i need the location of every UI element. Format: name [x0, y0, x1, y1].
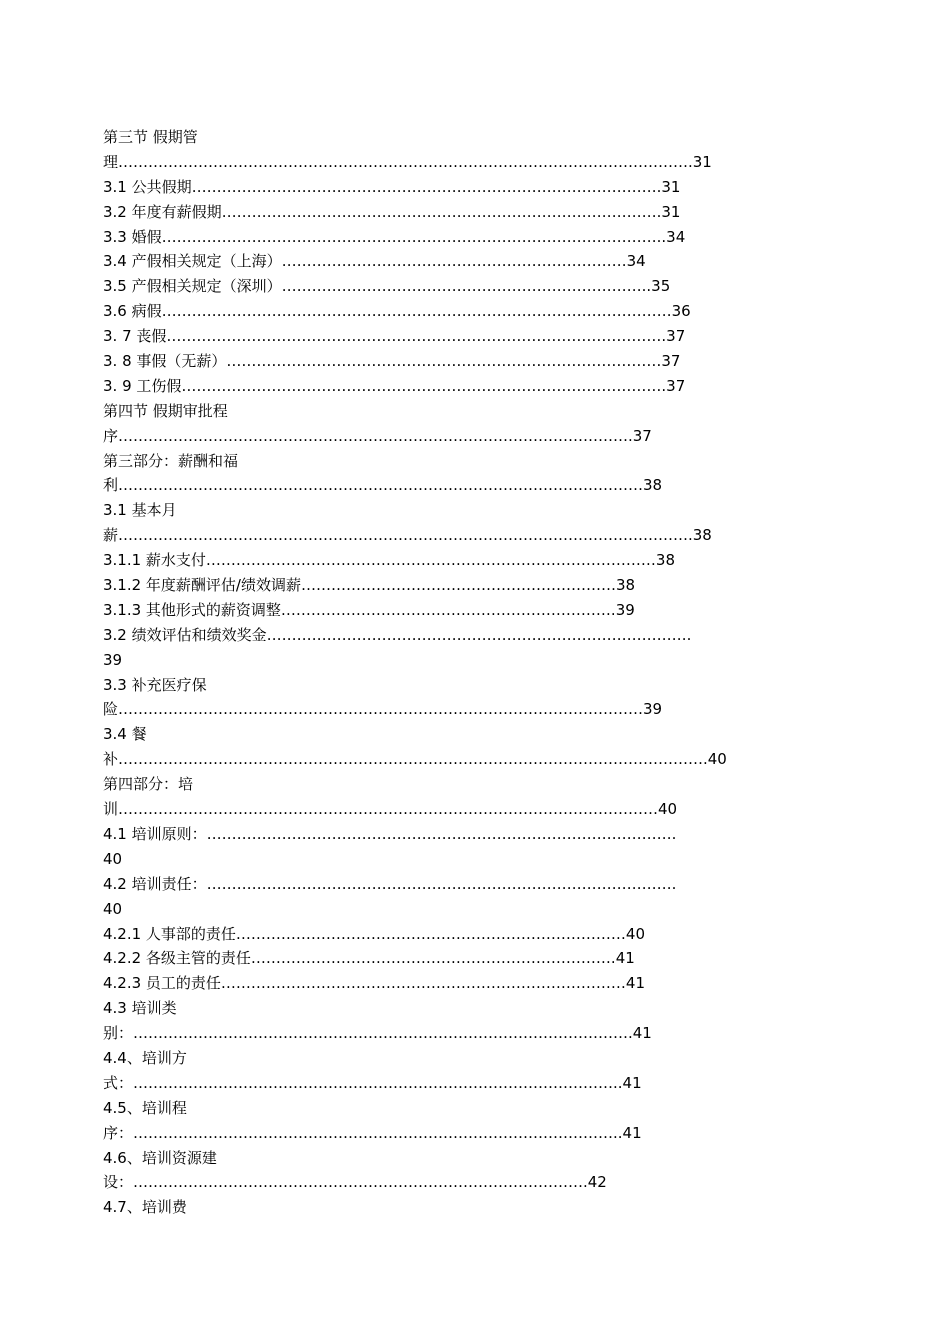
- toc-line: 3.1.1 薪水支付………………………………………………………………………………38: [103, 551, 676, 570]
- toc-line: 3.4 餐: [103, 725, 147, 744]
- toc-line: 39: [103, 650, 123, 669]
- toc-line: 别：……………………………………………………………………………………….41: [103, 1024, 652, 1043]
- toc-line: 4.2 培训责任：………………………………………………………………………………….: [103, 874, 677, 893]
- toc-line: 40: [103, 849, 123, 868]
- toc-line: 薪…………………………………………………………………………………………………….38: [103, 526, 712, 545]
- toc-line: 4.1 培训原则：………………………………………………………………………………….: [103, 824, 677, 843]
- toc-line: 设：……………………………………………………………………………….42: [103, 1173, 607, 1192]
- toc-line: 4.2.3 员工的责任………………………………………………………………………41: [103, 974, 646, 993]
- toc-line: 40: [103, 899, 123, 918]
- toc-line: 3.4 产假相关规定（上海）……………………………………………………………34: [103, 252, 646, 271]
- toc-line: 4.3 培训类: [103, 999, 177, 1018]
- toc-line: 序………………………………………………………………………………………….37: [103, 426, 652, 445]
- toc-line: 理…………………………………………………………………………………………………….31: [103, 152, 712, 171]
- toc-line: 4.2.1 人事部的责任……………………………………………………………………40: [103, 924, 646, 943]
- toc-line: 3.1 公共假期………………………………………………………………………………….31: [103, 177, 681, 196]
- toc-line: 3. 9 工伤假…………………………………………………………………………………….37: [103, 376, 686, 395]
- toc-line: 第三部分：薪酬和福: [103, 451, 239, 470]
- toc-line: 第三节 假期管: [103, 128, 198, 146]
- toc-line: 补……………………………………………………………………………………………………….40: [103, 750, 727, 769]
- toc-line: 4.2.2 各级主管的责任……………………………………………………………….41: [103, 949, 635, 968]
- toc-line: 险……………………………………………………………………………………………39: [103, 700, 663, 719]
- toc-line: 第四节 假期审批程: [103, 401, 228, 420]
- toc-line: 3.1.2 年度薪酬评估/绩效调薪………………………………………………………38: [103, 576, 636, 595]
- toc-line: 利……………………………………………………………………………………………38: [103, 476, 663, 495]
- toc-line: 4.6、培训资源建: [103, 1148, 217, 1167]
- toc-line: 3.1.3 其他形式的薪资调整………………………………………………………….39: [103, 600, 635, 619]
- toc-line: 4.4、培训方: [103, 1048, 187, 1067]
- table-of-contents: [103, 125, 893, 1220]
- toc-line: 训………………………………………………………………………………………………40: [103, 800, 678, 819]
- toc-line: 第四部分：培: [103, 775, 194, 794]
- toc-line: 4.7、培训费: [103, 1198, 187, 1217]
- toc-line: 3.2 绩效评估和绩效奖金………………………………………………………………………….: [103, 625, 692, 644]
- toc-line: 3.3 婚假………………………………………………………………………………………..34: [103, 227, 686, 246]
- toc-line: 3.2 年度有薪假期…………………………………………………………………………….31: [103, 202, 681, 221]
- toc-line: 序：……………………………………………………………………………………..41: [103, 1123, 642, 1142]
- toc-line: 3.6 病假…………………………………………………………………………………………36: [103, 302, 691, 321]
- toc-line: 式：……………………………………………………………………………………..41: [103, 1073, 642, 1092]
- toc-line: 3.5 产假相关规定（深圳）………………………………………………………………..35: [103, 277, 671, 296]
- toc-line: 3. 7 丧假……………………………………………………………………………………….37: [103, 327, 686, 346]
- toc-line: 3.1 基本月: [103, 501, 177, 520]
- toc-line: 3. 8 事假（无薪）……………………………………………………………………………37: [103, 352, 681, 371]
- toc-line: 4.5、培训程: [103, 1098, 187, 1117]
- toc-line: 3.3 补充医疗保: [103, 675, 207, 694]
